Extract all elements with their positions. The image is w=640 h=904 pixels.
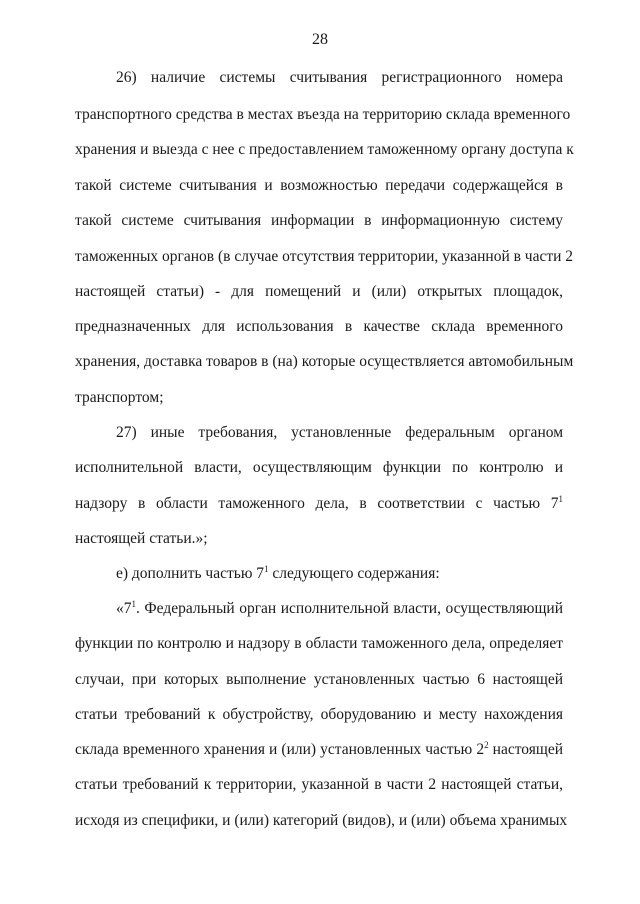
- paragraph-7-1-line-1: [116, 599, 563, 619]
- paragraph-27-line-4: настоящей статьи.»;: [75, 530, 208, 547]
- paragraph-26-line-10: транспортом;: [75, 389, 164, 406]
- paragraph-7-1-rest: . Федеральный орган исполнительной власти, осуществляющий: [136, 600, 563, 617]
- paragraph-26-line-4: такой системе считывания и возможностью передачи содержащейся в: [75, 177, 563, 194]
- paragraph-26-line-2: транспортного средства в местах въезда на территорию склада временного: [75, 106, 571, 123]
- paragraph-26-line-9: хранения, доставка товаров в (на) которые осуществляется автомобильным: [75, 353, 574, 370]
- paragraph-26-line-3: хранения и выезда с нее с предоставлением таможенному органу доступа к: [75, 141, 574, 158]
- superscript: 2: [484, 740, 489, 750]
- paragraph-7-1-line-3: случаи, при которых выполнение установленных частью 6 настоящей: [75, 671, 563, 688]
- paragraph-7-1-line-6: статьи требований к территории, указанной в части 2 настоящей статьи,: [75, 776, 563, 793]
- paragraph-27-line-2: исполнительной власти, осуществляющим функции по контролю и: [75, 459, 563, 476]
- paragraph-26-line-1: 26) наличие системы считывания регистрационного номера: [116, 69, 563, 86]
- superscript: 1: [131, 599, 136, 609]
- paragraph-27-line-3-text: надзору в области таможенного дела, в соответствии с частью 7: [75, 495, 559, 512]
- superscript: 1: [264, 564, 269, 574]
- subparagraph-e-line: [116, 564, 563, 584]
- subparagraph-e-rest: следующего содержания:: [268, 565, 440, 582]
- paragraph-26-line-8: предназначенных для использования в качестве склада временного: [75, 318, 563, 335]
- paragraph-27-line-3: [75, 494, 563, 514]
- page-number: 28: [312, 31, 328, 48]
- subparagraph-e-text: е) дополнить частью 7: [116, 565, 265, 582]
- paragraph-7-1-start: «7: [116, 600, 132, 617]
- paragraph-7-1-line-2: функции по контролю и надзору в области таможенного дела, определяет: [75, 635, 563, 652]
- paragraph-26-line-5: такой системе считывания информации в информационную систему: [75, 212, 563, 229]
- paragraph-7-1-line-5: [75, 740, 563, 760]
- paragraph-7-1-line-4: статьи требований к обустройству, оборудованию и месту нахождения: [75, 706, 563, 723]
- superscript: 1: [558, 494, 563, 504]
- paragraph-7-1-line-5-text: склада временного хранения и (или) установленных частью 2: [75, 741, 485, 758]
- paragraph-7-1-line-7: исходя из специфики, и (или) категорий (видов), и (или) объема хранимых: [75, 812, 568, 829]
- paragraph-26-line-6: таможенных органов (в случае отсутствия территории, указанной в части 2: [75, 248, 574, 265]
- paragraph-26-line-7: настоящей статьи) - для помещений и (или) открытых площадок,: [75, 283, 563, 300]
- paragraph-7-1-line-5-rest: настоящей: [488, 741, 563, 758]
- paragraph-27-line-1: 27) иные требования, установленные федеральным органом: [116, 424, 563, 441]
